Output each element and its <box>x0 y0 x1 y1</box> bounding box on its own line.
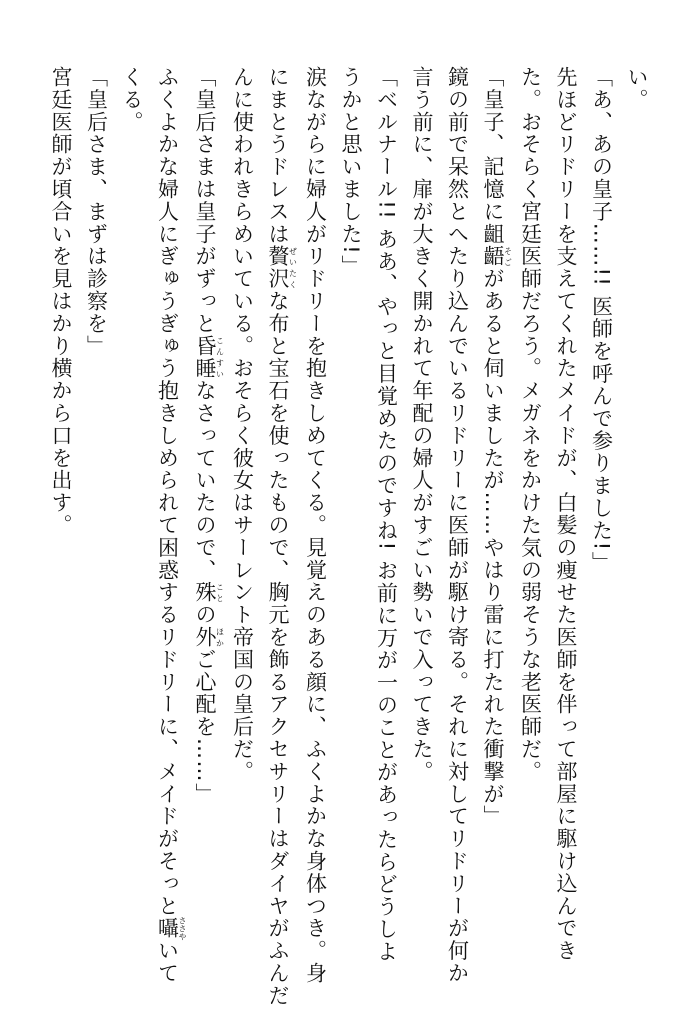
text-line-6: 鏡の前で呆然とへたり込んでいるリドリーに医師が駆け寄る。それに対してリドリーが何か <box>445 66 470 985</box>
text-line-9: うかと思いました!」 <box>339 66 363 278</box>
text-line-13: 「皇后さまは皇子がずっと昏睡こんすいなさっていたので、殊ことの外ほかご心配を……」 <box>193 66 225 806</box>
vertical-text-block <box>43 66 655 1007</box>
text-line-12: んに使われきらめいている。おそらく彼女はサーレント帝国の皇后だ。 <box>230 66 255 783</box>
text-line-7: 言う前に、扉が大きく開かれて年配の婦人がすごい勢いで入ってきた。 <box>410 66 434 783</box>
ruby-koto: こと <box>215 581 225 604</box>
ruby-sogo: そご <box>503 245 513 268</box>
text-line-2: 「あ、あの皇子……!! 医師を呼んで参りました!」 <box>589 66 614 574</box>
ruby-hoka: ほか <box>215 626 225 649</box>
text-line-4: た。おそらく宮廷医師だろう。メガネをかけた気の弱そうな老医師だ。 <box>518 66 543 783</box>
text-line-11: にまとうドレスは贅沢ぜいたくな布と宝石を使ったもので、胸元を飾るアクセサリーはダイヤがふんだ <box>266 66 298 1007</box>
text-line-10: 涙ながらに婦人がリドリーを抱きしめてくる。見覚えのある顔に、ふくよかな身体つき。身 <box>303 66 328 985</box>
text-line-8: 「ベルナール!! ああ、やっと目覚めたのですね! お前に万が一のことがあったらどうしよ <box>374 66 399 963</box>
ruby-konsui: こんすい <box>215 334 225 380</box>
text-line-5: 「皇子、記憶に齟齬そごがあると伺いましたが……やはり雷に打たれた衝撃が」 <box>481 66 513 828</box>
text-line-15: くる。 <box>120 66 144 134</box>
text-line-1: い。 <box>625 66 649 111</box>
text-line-3: 先ほどリドリーを支えてくれたメイドが、白髪の痩せた医師を伴って部屋に駆け込んでき <box>554 66 578 962</box>
text-line-16: 「皇后さま、まずは診察を」 <box>84 66 109 358</box>
text-line-14: ふくよかな婦人にぎゅうぎゅう抱きしめられて困惑するリドリーに、メイドがそっと囁ささやいて <box>155 66 187 985</box>
ruby-zeitaku: ぜいたく <box>288 245 298 290</box>
ruby-sasaya: ささや <box>178 916 187 941</box>
text-line-17: 宮廷医師が頃合いを見はかり横から口を出す。 <box>49 66 73 537</box>
